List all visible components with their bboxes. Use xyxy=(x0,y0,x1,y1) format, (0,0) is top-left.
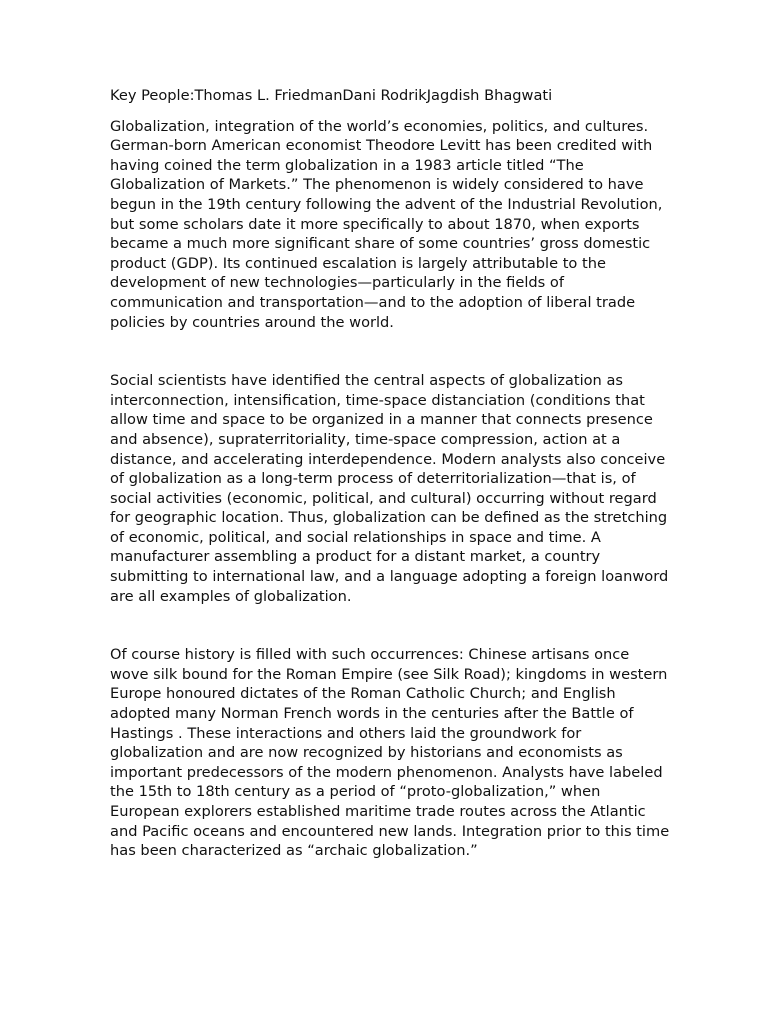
paragraph-1: Globalization, integration of the world’s economies, politics, and cultures. German-born American economist Theodore Levitt has been credited with having coined the term globalization in a 1983 article titled “The Globalization of Markets.” The phenomenon is widely considered to have begun in the 19th century following the advent of the Industrial Revolution, but some scholars date it more specifically to about 1870, when exports became a much more significant share of some countries’ gross domestic product (GDP). Its continued escalation is largely attributable to the development of new technologies—particularly in the fields of communication and transportation—and to the adoption of liberal trade policies by countries around the world. xyxy=(110,117,663,331)
key-people-line: Key People:Thomas L. FriedmanDani RodrikJagdish Bhagwati xyxy=(110,87,553,104)
document-page xyxy=(110,86,670,861)
paragraph-3: Of course history is filled with such occurrences: Chinese artisans once wove silk bound for the Roman Empire (see Silk Road); kingdoms in western Europe honoured dictates of the Roman Catholic Church; and English adopted many Norman French words in the centuries after the Battle of Hastings . These interactions and others laid the groundwork for globalization and are now recognized by historians and economists as important predecessors of the modern phenomenon. Analysts have labeled the 15th to 18th century as a period of “proto-globalization,” when European explorers established maritime trade routes across the Atlantic and Pacific oceans and encountered new lands. Integration prior to this time has been characterized as “archaic globalization.” xyxy=(110,646,670,860)
paragraph-2: Social scientists have identified the central aspects of globalization as interconnection, intensification, time-space distanciation (conditions that allow time and space to be organized in a manner that connects presence and absence), supraterritoriality, time-space compression, action at a distance, and accelerating interdependence. Modern analysts also conceive of globalization as a long-term process of deterritorialization—that is, of social activities (economic, political, and cultural) occurring without regard for geographic location. Thus, globalization can be defined as the stretching of economic, political, and social relationships in space and time. A manufacturer assembling a product for a distant market, a country submitting to international law, and a language adopting a foreign loanword are all examples of globalization. xyxy=(110,372,669,605)
